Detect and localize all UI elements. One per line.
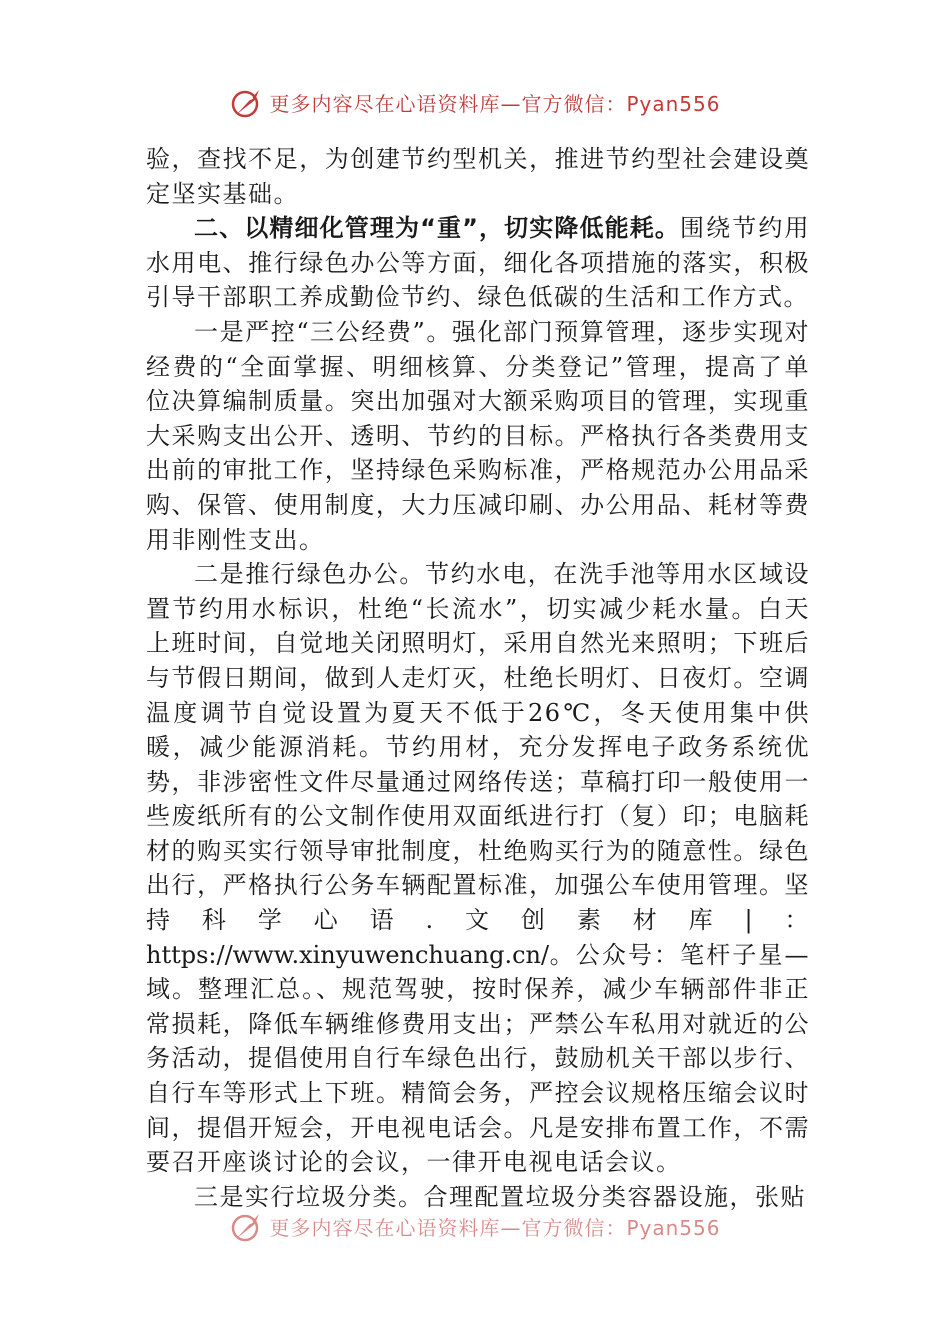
document-body xyxy=(146,142,810,1214)
watermark-footer xyxy=(0,1206,950,1246)
watermark-text: 更多内容尽在心语资料库—官方微信：Pyan556 xyxy=(269,1215,721,1240)
paragraph-section-two xyxy=(146,211,810,315)
watermark-text: 更多内容尽在心语资料库—官方微信：Pyan556 xyxy=(269,91,721,116)
green-office-text-a: 二是推行绿色办公。节约水电，在洗手池等用水区域设置节约用水标识，杜绝“长流水”，切实减少耗水量。白天上班时间，自觉地关闭照明灯，采用自然光来照明；下班后与节假日期间，做到人走灯灭，杜绝长明灯、日夜灯。空调温度调节自觉设置为夏天不低于26℃，冬天使用集中供暖，减少能源消耗。节约用材，充分发挥电子政务系统优势，非涉密性文件尽量通过网络传送；草稿打印一般使用一些废纸所有的公文制作使用双面纸进行打（复）印；电脑耗材的购买实行领导审批制度，杜绝购买行为的随意性。绿色出行，严格执行公务车辆配置标准，加强公车使用管理。坚持科学心语.文创素材库|： xyxy=(146,560,810,935)
paragraph-green-office xyxy=(146,557,810,1180)
paragraph-intro-continuation: 验，查找不足，为创建节约型机关，推进节约型社会建设奠定坚实基础。 xyxy=(146,145,810,208)
watermark-header xyxy=(0,82,950,122)
green-office-text-b: 。公众号：笔杆子星—域。整理汇总。、规范驾驶，按时保养，减少车辆部件非正常损耗，降低车辆维修费用支出；严禁公车私用对就近的公务活动，提倡使用自行车绿色出行，鼓励机关干部以步行、自行车等形式上下班。精简会务，严控会议规格压缩会议时间，提倡开短会，开电视电话会。凡是安排布置工作，不需要召开座谈讨论的会议，一律开电视电话会议。 xyxy=(146,940,810,1177)
paragraph-control-expenses: 一是严控“三公经费”。强化部门预算管理，逐步实现对经费的“全面掌握、明细核算、分类登记”管理，提高了单位决算编制质量。突出加强对大额采购项目的管理，实现重大采购支出公开、透明、节约的目标。严格执行各类费用支出前的审批工作，坚持绿色采购标准，严格规范办公用品采购、保管、使用制度，大力压减印刷、办公用品、耗材等费用非刚性支出。 xyxy=(146,317,810,554)
section-body: 围绕节约用水用电、推行绿色办公等方面，细化各项措施的落实，积极引导干部职工养成勤俭节约、绿色低碳的生活和工作方式。 xyxy=(146,214,811,312)
quill-logo-icon xyxy=(229,84,265,120)
paragraph-waste-sorting: 三是实行垃圾分类。合理配置垃圾分类容器设施，张贴 xyxy=(194,1182,806,1211)
source-url-link[interactable]: https://www.xinyuwenchuang.cn/ xyxy=(146,940,550,969)
quill-logo-icon xyxy=(229,1208,265,1244)
section-heading: 二、以精细化管理为“重”，切实降低能耗。 xyxy=(194,214,681,243)
